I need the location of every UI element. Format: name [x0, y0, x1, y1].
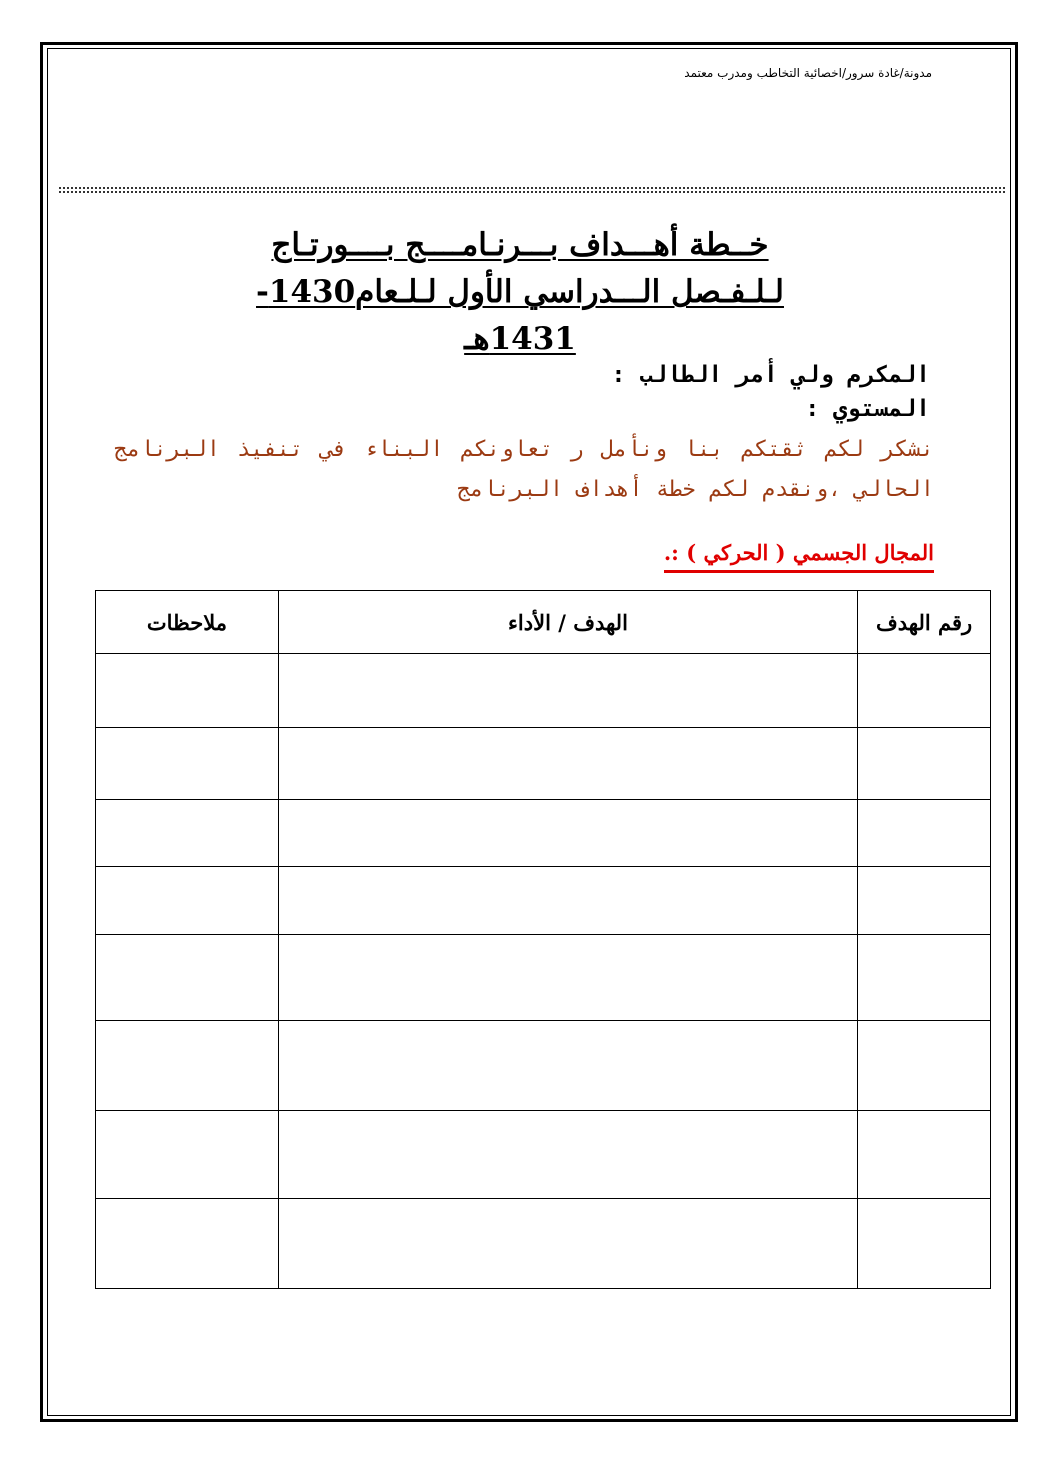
goal-performance-cell[interactable]: [278, 1021, 857, 1111]
table-header-row: [96, 591, 991, 654]
goals-table: [95, 590, 991, 1289]
table-row: [96, 1199, 991, 1289]
header-notes: ملاحظات: [96, 591, 279, 654]
notes-cell[interactable]: [96, 1021, 279, 1111]
notes-cell[interactable]: [96, 800, 279, 867]
goal-number-cell[interactable]: [858, 728, 991, 800]
goal-performance-cell[interactable]: [278, 728, 857, 800]
section-heading: المجال الجسمي ( الحركي ) :.: [663, 540, 934, 565]
notes-cell[interactable]: [96, 1199, 279, 1289]
table-row: [96, 728, 991, 800]
goal-performance-cell[interactable]: [278, 654, 857, 728]
page-title: [110, 222, 930, 363]
intro-paragraph: نشكر لكم ثقتكم بنا ونأمل ر تعاونكم البناء في تنفيذ البرنامج الحالي ،ونقدم لكم خطة أهداف البرنامج: [114, 437, 934, 502]
goal-performance-cell[interactable]: [278, 800, 857, 867]
header-divider: [58, 186, 1006, 194]
title-line-1: خــطة أهـــداف بـــرنـامــــج بــــورتـاج: [271, 227, 769, 263]
blog-header: مدونة/غادة سرور/اخصائية التخاطب ومدرب معتمد: [684, 66, 932, 80]
table-row: [96, 1021, 991, 1111]
goal-number-cell[interactable]: [858, 1111, 991, 1199]
goal-number-cell[interactable]: [858, 1021, 991, 1111]
goal-number-cell[interactable]: [858, 800, 991, 867]
table-row: [96, 654, 991, 728]
notes-cell[interactable]: [96, 654, 279, 728]
notes-cell[interactable]: [96, 1111, 279, 1199]
table-row: [96, 1111, 991, 1199]
goal-performance-cell[interactable]: [278, 935, 857, 1021]
goal-number-cell[interactable]: [858, 867, 991, 935]
goal-performance-cell[interactable]: [278, 867, 857, 935]
header-goal-performance: الهدف / الأداء: [278, 591, 857, 654]
notes-cell[interactable]: [96, 867, 279, 935]
guardian-field-label: المكرم ولي أمر الطالب :: [611, 362, 930, 388]
title-line-2: لـلـفـصل الـــدراسي الأول لـلـعام1430-: [256, 274, 784, 310]
table-row: [96, 800, 991, 867]
title-line-3: 1431هـ: [464, 321, 576, 357]
goal-performance-cell[interactable]: [278, 1199, 857, 1289]
goal-number-cell[interactable]: [858, 935, 991, 1021]
table-row: [96, 935, 991, 1021]
notes-cell[interactable]: [96, 935, 279, 1021]
table-row: [96, 867, 991, 935]
notes-cell[interactable]: [96, 728, 279, 800]
level-field-label: المستوي :: [805, 396, 930, 422]
goal-number-cell[interactable]: [858, 654, 991, 728]
goal-performance-cell[interactable]: [278, 1111, 857, 1199]
header-goal-number: رقم الهدف: [858, 591, 991, 654]
goal-number-cell[interactable]: [858, 1199, 991, 1289]
